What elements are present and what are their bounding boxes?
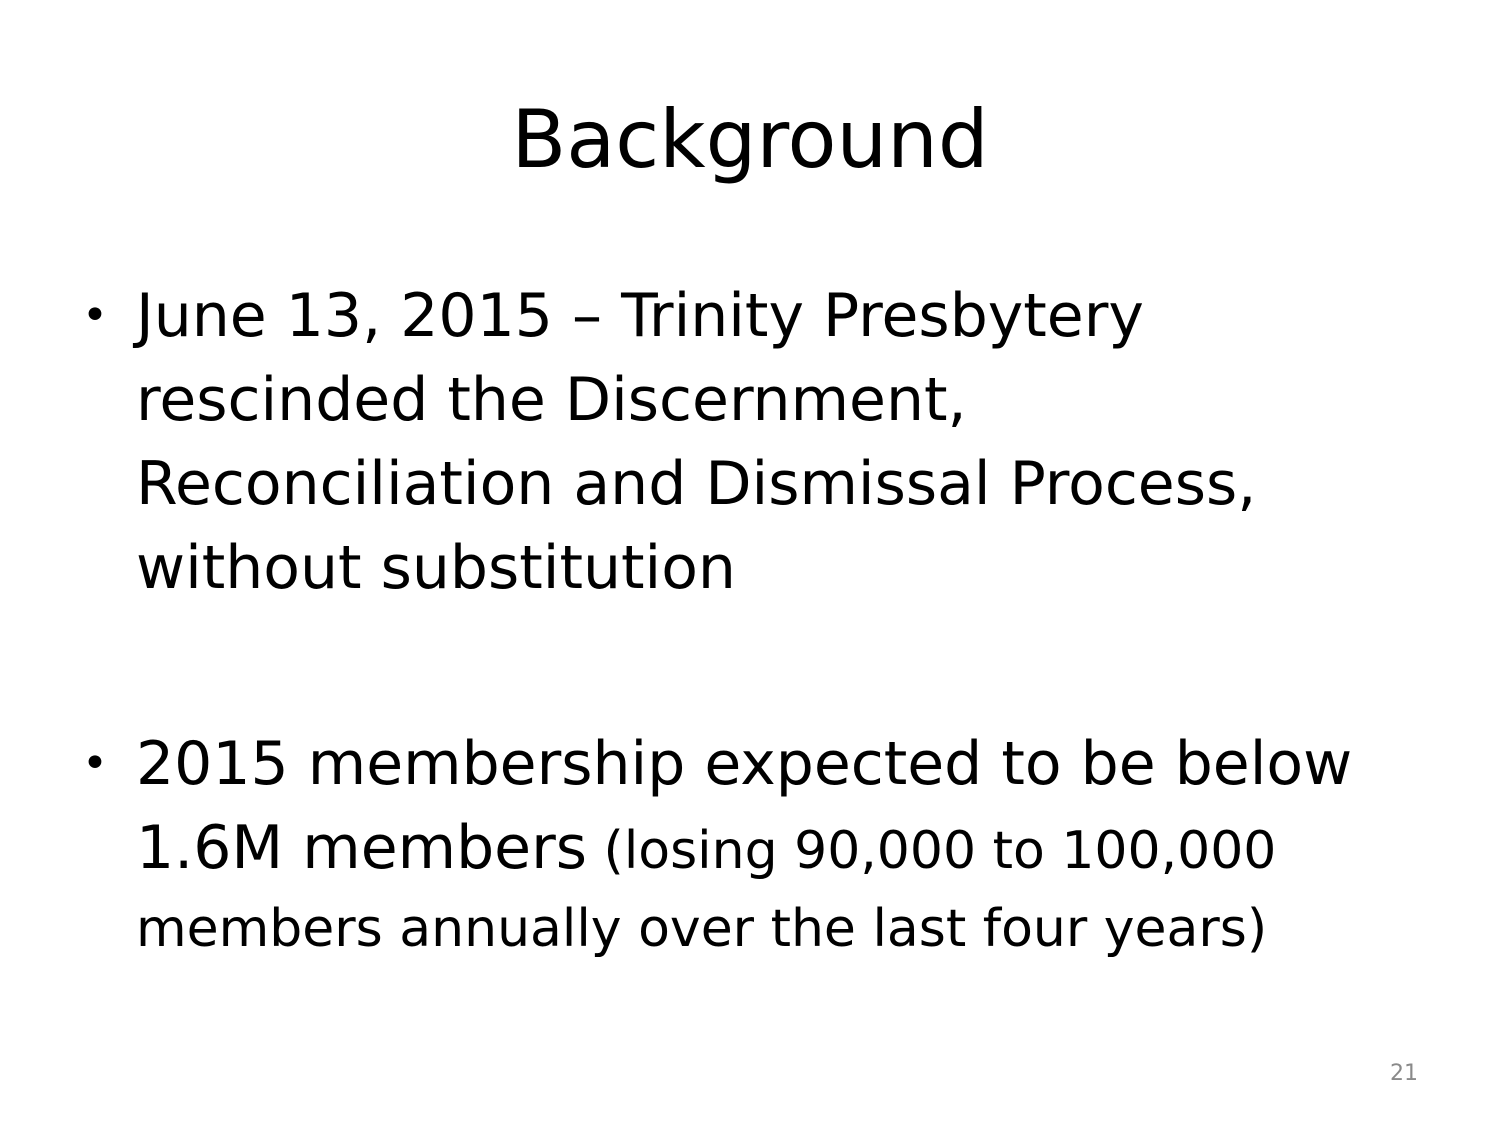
bullet-line: members annually over the last four years) [136,899,1268,959]
bullet-text [136,274,1442,610]
bullet-line [136,806,1442,890]
bullet-line: 2015 membership expected to be below [136,729,1353,799]
bullet-line: without substitution [136,533,736,603]
page-number: 21 [1390,1061,1418,1086]
bullet-icon: • [82,290,108,341]
bullet-line: June 13, 2015 – Trinity Presbytery [136,281,1144,351]
bullet-line-main: 1.6M members [136,813,587,883]
bullet-line: rescinded the Discernment, [136,365,967,435]
bullet-line-parenthetical: (losing 90,000 to 100,000 [587,821,1277,881]
bullet-icon: • [82,738,108,789]
slide-title: Background [511,93,989,186]
bullet-line: Reconciliation and Dismissal Process, [136,449,1257,519]
bullet-text [136,722,1442,968]
